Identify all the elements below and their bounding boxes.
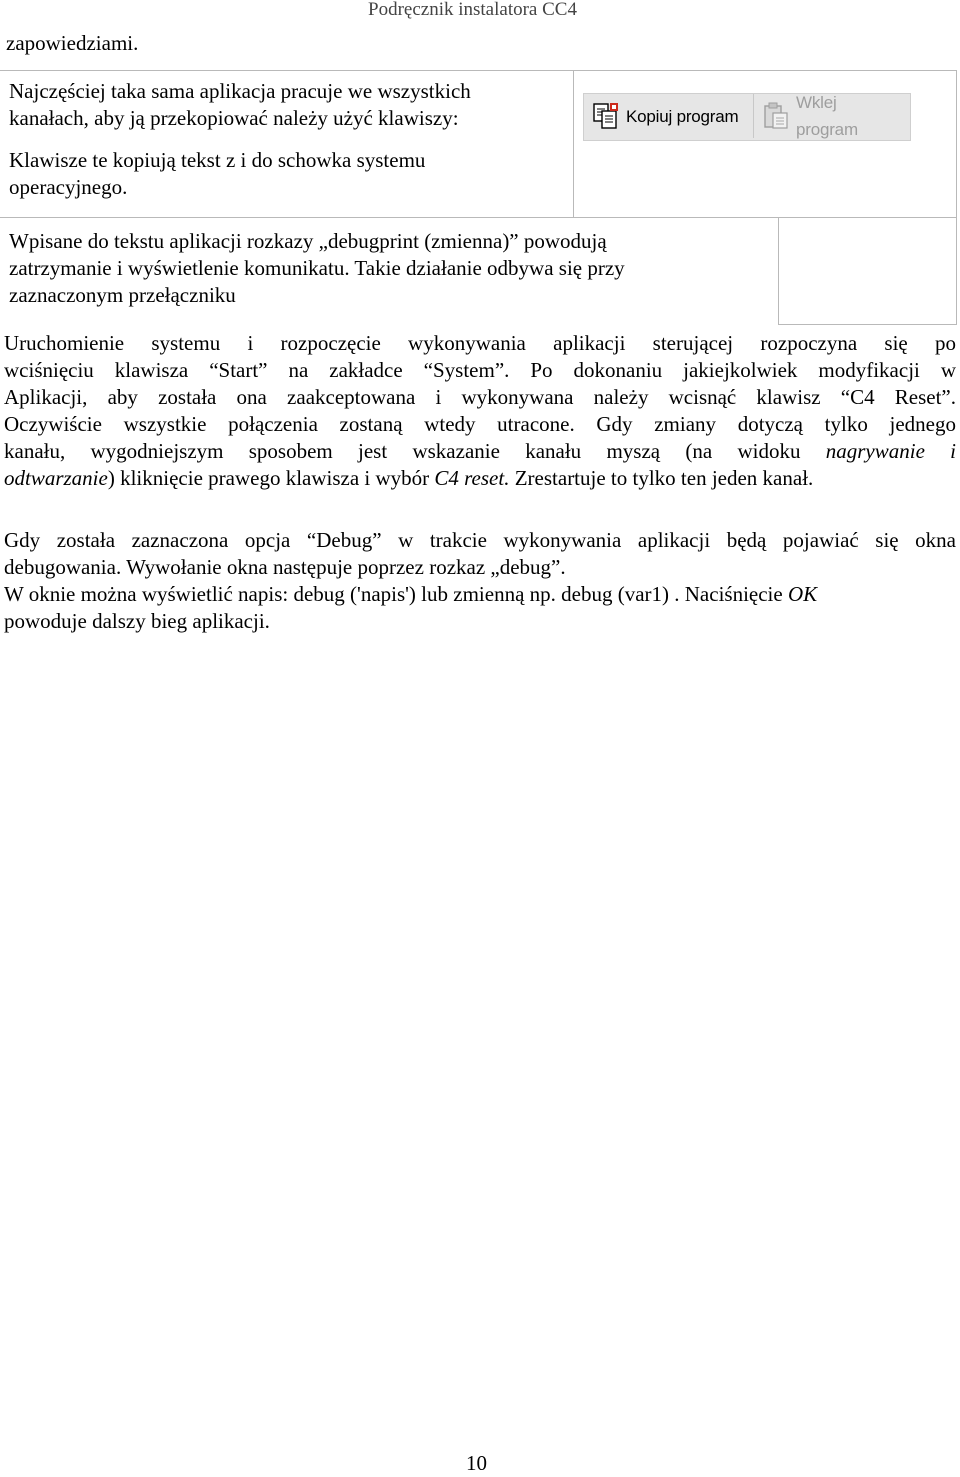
paragraph2-line3-text: W oknie można wyświetlić napis: debug ('napis') lub zmienną np. debug (var1) . Naciśnięcie xyxy=(4,582,783,606)
paragraph2-line2: debugowania. Wywołanie okna następuje poprzez rozkaz „debug”. xyxy=(4,555,566,579)
paragraph1-line6-text: ) kliknięcie prawego klawisza i wybór xyxy=(107,466,430,490)
table-border-right-row2 xyxy=(956,217,957,325)
row1-text-line4: operacyjnego. xyxy=(9,175,128,199)
copy-program-icon xyxy=(592,101,620,131)
table-divider-row2-col xyxy=(778,217,779,325)
paragraph1-line4: Oczywiście wszystkie połączenia zostaną wtedy utracone. Gdy zmiany dotyczą tylko jednego xyxy=(4,412,956,436)
row1-text-line1: Najczęściej taka sama aplikacja pracuje we wszystkich xyxy=(9,79,471,103)
table-border-top xyxy=(0,70,957,71)
paste-program-button[interactable] xyxy=(754,94,910,138)
paragraph1-line5-italic: nagrywanie i xyxy=(825,439,956,463)
paragraph2-line3 xyxy=(4,581,956,608)
paragraph1-line6-italic-1: odtwarzanie xyxy=(4,466,108,490)
row2-text-line2: zatrzymanie i wyświetlenie komunikatu. Takie działanie odbywa się przy xyxy=(9,256,625,280)
paragraph1-line5-text: kanału, wygodniejszym sposobem jest wskazanie kanału myszą (na widoku xyxy=(4,439,801,463)
paste-program-label: Wklej program xyxy=(796,93,858,139)
copy-program-label: Kopiuj program xyxy=(626,106,739,126)
document-header-title: Podręcznik instalatora CC4 xyxy=(368,0,577,20)
row1-text-line2: kanałach, aby ją przekopiować należy użyć klawiszy: xyxy=(9,106,459,130)
table-divider-row1-col xyxy=(573,70,574,218)
copy-paste-toolbar xyxy=(583,93,911,141)
paragraph1-line6 xyxy=(4,465,956,492)
row2-text-line1: Wpisane do tekstu aplikacji rozkazy „debugprint (zmienna)” powodują xyxy=(9,229,607,253)
paragraph-debug xyxy=(4,527,956,635)
paste-program-icon xyxy=(762,101,790,131)
paragraph1-line2: wciśnięciu klawisza “Start” na zakładce “System”. Po dokonaniu jakiejkolwiek modyfikacji w xyxy=(4,358,956,382)
paragraph1-line6-italic-2: C4 reset. xyxy=(434,466,510,490)
table-border-right-row1 xyxy=(956,70,957,218)
paragraph1-line3: Aplikacji, aby została ona zaakceptowana i wykonywana należy wcisnąć klawisz “C4 Reset”. xyxy=(4,385,956,409)
page-number: 10 xyxy=(466,1451,487,1475)
row1-text-line3: Klawisze te kopiują tekst z i do schowka systemu xyxy=(9,148,426,172)
table-divider-row xyxy=(0,217,957,218)
lead-text: zapowiedziami. xyxy=(6,31,139,55)
paragraph2-line3-italic: OK xyxy=(787,582,818,606)
paragraph1-line5 xyxy=(4,438,956,465)
paragraph2-line4: powoduje dalszy bieg aplikacji. xyxy=(4,609,270,633)
paragraph2-line1: Gdy została zaznaczona opcja “Debug” w trakcie wykonywania aplikacji będą pojawiać się okna xyxy=(4,528,956,552)
paragraph1-line1: Uruchomienie systemu i rozpoczęcie wykonywania aplikacji sterującej rozpoczyna się po xyxy=(4,331,956,355)
paragraph-restart xyxy=(4,330,956,492)
paragraph1-line6-tail: Zrestartuje to tylko ten jeden kanał. xyxy=(509,466,814,490)
table-border-bottom xyxy=(778,324,957,325)
row2-text-line3: zaznaczonym przełączniku xyxy=(9,283,236,307)
copy-program-button[interactable] xyxy=(584,94,754,138)
